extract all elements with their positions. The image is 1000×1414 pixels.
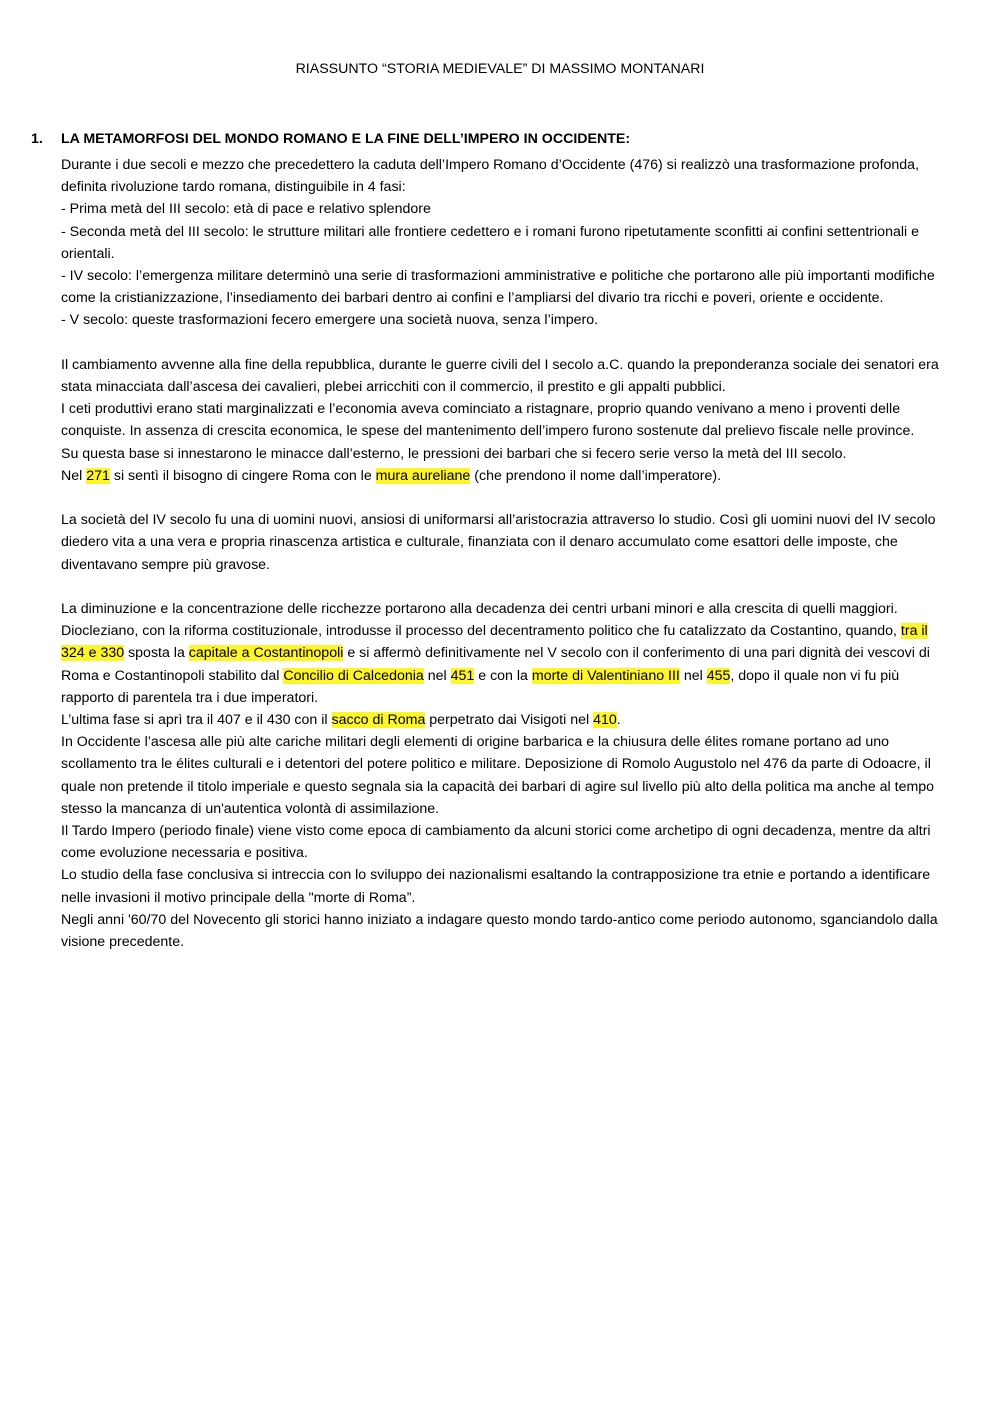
text-run: nel [423, 667, 451, 684]
text-run: nel [679, 667, 707, 684]
text-run: . [616, 712, 621, 729]
paragraph-new-men: La società del IV secolo fu una di uomini nuovi, ansiosi di uniformarsi all’aristocrazia attraverso lo studio. Così gli uomini nuovi del IV secolo diedero vita a una vera e propria rinascenza artistica e culturale, finanziata con il denaro accumulato come esattori delle imposte, che diventavano sempre più gravose. [61, 512, 936, 573]
paragraph-gap [61, 332, 941, 354]
highlight-valentiniano: morte di Valentiniano III [531, 667, 680, 684]
text-run: , dopo il quale non vi fu più rapporto di parentela tra i due imperatori. [61, 667, 900, 706]
text-run: Diocleziano, con la riforma costituzionale, introdusse il processo del decentramento politico che fu catalizzato da Costantino, quando, [61, 623, 901, 640]
highlight-324-330: tra il 324 e 330 [61, 623, 928, 662]
section-number: 1. [31, 131, 43, 147]
text-run: e con la [474, 667, 532, 684]
paragraph-west: In Occidente l’ascesa alle più alte cariche militari degli elementi di origine barbarica e la chiusura delle élites romane portano ad uno scollamento tra le élites culturali e i detentori del potere politico e militare. Deposizione di Romolo Augustolo nel 476 da parte di Odoacre, il quale non pretende il titolo imperiale e questo segnala sia la capacità dei barbari di agire sul livello più alto della politica ma anche al tempo stesso la mancanza di un'autentica volontà di assimilazione. [61, 734, 935, 817]
text-run: perpetrato dai Visigoti nel [425, 712, 594, 729]
paragraph-nationalism: Lo studio della fase conclusiva si intreccia con lo sviluppo dei nazionalismi esaltando la contrapposizione tra etnie e portando a identificare nelle invasioni il motivo principale della "morte di Roma”. [61, 867, 931, 906]
text-run: si sentì il bisogno di cingere Roma con le [109, 467, 376, 484]
section-heading-text: LA METAMORFOSI DEL MONDO ROMANO E LA FINE DELL’IMPERO IN OCCIDENTE: [61, 131, 631, 147]
text-run: (che prendono il nome dall’imperatore). [470, 467, 722, 484]
paragraph-historians: Negli anni '60/70 del Novecento gli storici hanno iniziato a indagare questo mondo tardo-antico come periodo autonomo, sganciandolo dalla visione precedente. [61, 911, 938, 951]
text-run: L’ultima fase si aprì tra il 407 e il 430 con il [61, 712, 332, 729]
highlight-calcedonia: Concilio di Calcedonia [283, 667, 424, 684]
phase-item-4: - V secolo: queste trasformazioni fecero emergere una società nuova, senza l’impero. [61, 312, 599, 329]
paragraph-wealth: La diminuzione e la concentrazione delle ricchezze portarono alla decadenza dei centri urbani minori e alla crescita di quelli maggiori. [61, 601, 898, 618]
paragraph-republic: Il cambiamento avvenne alla fine della repubblica, durante le guerre civili del I secolo a.C. quando la preponderanza sociale dei senatori era stata minacciata dall’ascesa dei cavalieri, plebei arricchiti con il commercio, il prestito e gli appalti pubblici. [61, 356, 939, 396]
paragraph-threats: Su questa base si innestarono le minacce dall’esterno, le pressioni dei barbari che si fecero serie verso la metà del III secolo. [61, 445, 847, 462]
text-run: e si affermò definitivamente nel V secolo con il conferimento di una pari dignità dei vescovi di Roma e Costantinopoli stabilito dal [61, 645, 930, 684]
paragraph-economy: I ceti produttivi erano stati marginalizzati e l’economia aveva cominciato a ristagnare, proprio quando venivano a meno i proventi delle conquiste. In assenza di crescita economica, le spese del mantenimento dell’impero furono sostenute dal prelievo fiscale nelle province. [61, 401, 915, 440]
paragraph-aurelian-walls [61, 465, 941, 487]
phase-item-2: - Seconda metà del III secolo: le strutture militari alle frontiere cedettero e i romani furono ripetutamente sconfitti ai confini settentrionali e orientali. [61, 223, 919, 262]
text-run: sposta la [124, 645, 189, 662]
paragraph-intro: Durante i due secoli e mezzo che precedettero la caduta dell’Impero Romano d’Occidente (476) si realizzò una trasformazione profonda, definita rivoluzione tardo romana, distinguibile in 4 fasi: [61, 157, 920, 196]
highlight-271: 271 [86, 467, 110, 484]
highlight-mura-aureliane: mura aureliane [375, 467, 471, 484]
paragraph-late-empire: Il Tardo Impero (periodo finale) viene visto come epoca di cambiamento da alcuni storici come archetipo di ogni decadenza, mentre da altri come evoluzione necessaria e positiva. [61, 823, 931, 862]
highlight-410: 410 [593, 712, 617, 729]
text-run: Nel [61, 467, 87, 484]
paragraph-gap [61, 576, 941, 598]
paragraph-gap [61, 487, 941, 509]
highlight-capitale: capitale a Costantinopoli [188, 645, 344, 662]
highlight-455: 455 [706, 667, 731, 684]
highlight-sacco-di-roma: sacco di Roma [331, 712, 426, 729]
paragraph-diocletian [61, 620, 941, 709]
page-title: RIASSUNTO “STORIA MEDIEVALE” DI MASSIMO MONTANARI [295, 61, 705, 77]
section-body [61, 154, 941, 953]
section-heading [31, 131, 951, 147]
phase-item-3: - IV secolo: l’emergenza militare determinò una serie di trasformazioni amministrative e politiche che portarono alle più importanti modifiche come la cristianizzazione, l’insediamento dei barbari dentro ai confini e l’ampliarsi del divario tra ricchi e poveri, oriente e occidente. [61, 268, 935, 307]
phase-item-1: - Prima metà del III secolo: età di pace e relativo splendore [61, 201, 431, 218]
paragraph-last-phase [61, 709, 941, 731]
highlight-451: 451 [450, 667, 475, 684]
